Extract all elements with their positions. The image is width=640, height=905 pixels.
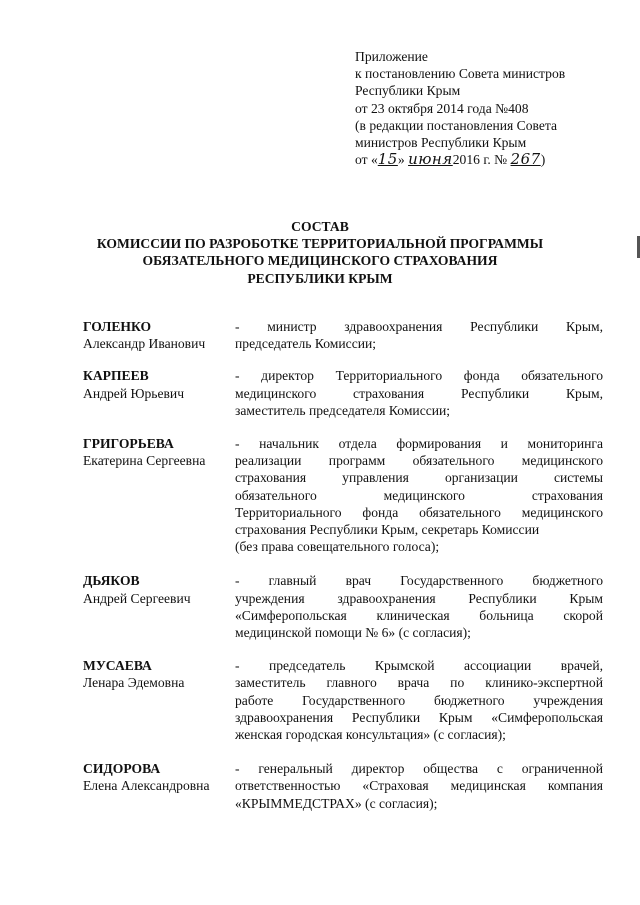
role-line: - главный врач Государственного бюджетного <box>235 573 603 589</box>
role-line: женская городская консультация» (с согласия); <box>235 727 506 743</box>
member-entry <box>83 657 603 743</box>
member-given-name: Андрей Сергеевич <box>83 590 191 606</box>
role-line: медицинского страхования Республики Крым, <box>235 385 603 401</box>
role-line: - министр здравоохранения Республики Крым, <box>235 319 603 334</box>
member-name <box>83 760 235 812</box>
role-line: заместитель председателя Комиссии; <box>235 402 451 418</box>
member-given-name: Андрей Юрьевич <box>83 385 185 401</box>
member-entry <box>83 367 603 419</box>
role-line: - директор Территориального фонда обязательного <box>235 368 603 384</box>
title-line: КОМИССИИ ПО РАЗРОБОТКЕ ТЕРРИТОРИАЛЬНОЙ ПРОГРАММЫ <box>96 236 544 252</box>
member-name <box>83 318 235 352</box>
member-surname: МУСАЕВА <box>83 658 152 674</box>
member-role <box>235 367 603 419</box>
member-surname: КАРПЕЕВ <box>83 368 149 384</box>
role-line: обязательного медицинского страхования <box>235 487 603 503</box>
date-mid: » <box>397 152 409 168</box>
appendix-line: от 23 октября 2014 года №408 <box>355 100 529 116</box>
appendix-line: Республики Крым <box>355 83 461 99</box>
role-line: заместитель главного врача по клинико-экспертной <box>235 675 603 691</box>
role-line: работе Государственного бюджетного учреждения <box>235 692 603 708</box>
member-entry <box>83 435 603 555</box>
appendix-line: министров Республики Крым <box>355 135 527 151</box>
member-entry <box>83 760 603 812</box>
date-suffix: ) <box>540 152 546 168</box>
role-line: реализации программ обязательного медицинского <box>235 453 603 469</box>
member-name <box>83 572 235 641</box>
member-entry <box>83 572 603 641</box>
member-name <box>83 657 235 743</box>
member-entry <box>83 318 603 352</box>
role-line: медицинской помощи № 6» (с согласия); <box>235 625 471 641</box>
date-year: 2016 г. № <box>452 152 511 168</box>
member-surname: ГОЛЕНКО <box>83 319 152 334</box>
member-role <box>235 760 603 812</box>
role-line: здравоохранения Республики Крым «Симферопольская <box>235 709 603 725</box>
appendix-line: (в редакции постановления Совета <box>355 117 558 133</box>
role-line: председатель Комиссии; <box>235 336 377 352</box>
title-line: ОБЯЗАТЕЛЬНОГО МЕДИЦИНСКОГО СТРАХОВАНИЯ <box>142 253 498 269</box>
role-line: страхования Республики Крым, секретарь Комиссии <box>235 522 540 538</box>
member-name <box>83 435 235 555</box>
date-prefix: от « <box>355 152 378 168</box>
member-role <box>235 318 603 352</box>
member-given-name: Ленара Эдемовна <box>83 675 185 691</box>
handwritten-number: 267 <box>510 150 541 169</box>
title-line: РЕСПУБЛИКИ КРЫМ <box>247 270 393 286</box>
role-line: Территориального фонда обязательного медицинского <box>235 504 603 520</box>
role-line: - начальник отдела формирования и мониторинга <box>235 436 603 452</box>
appendix-line: Приложение <box>355 49 428 64</box>
title-line: СОСТАВ <box>291 219 349 234</box>
role-line: - председатель Крымской ассоциации врачей, <box>235 658 603 674</box>
appendix-date-line <box>355 151 615 168</box>
role-line: - генеральный директор общества с ограниченной <box>235 761 603 777</box>
member-role <box>235 657 603 743</box>
member-surname: СИДОРОВА <box>83 761 161 777</box>
member-given-name: Екатерина Сергеевна <box>83 453 206 469</box>
handwritten-month: июня <box>408 150 453 169</box>
role-line: (без права совещательного голоса); <box>235 539 440 555</box>
member-surname: ГРИГОРЬЕВА <box>83 436 174 452</box>
document-title <box>40 218 600 287</box>
role-line: «Симферопольская клиническая больница скорой <box>235 607 603 623</box>
role-line: учреждения здравоохранения Республики Крым <box>235 590 603 606</box>
member-surname: ДЬЯКОВ <box>83 573 140 589</box>
member-given-name: Елена Александровна <box>83 778 210 794</box>
appendix-line: к постановлению Совета министров <box>355 66 566 82</box>
member-name <box>83 367 235 419</box>
member-role <box>235 435 603 555</box>
role-line: «КРЫММЕДСТРАХ» (с согласия); <box>235 795 438 811</box>
role-line: страхования управления организации системы <box>235 470 603 486</box>
role-line: ответственностью «Страховая медицинская компания <box>235 778 603 794</box>
member-given-name: Александр Иванович <box>83 336 206 352</box>
member-role <box>235 572 603 641</box>
handwritten-day: 15 <box>377 150 398 169</box>
appendix-note <box>355 48 615 168</box>
commission-members-list <box>83 318 603 812</box>
